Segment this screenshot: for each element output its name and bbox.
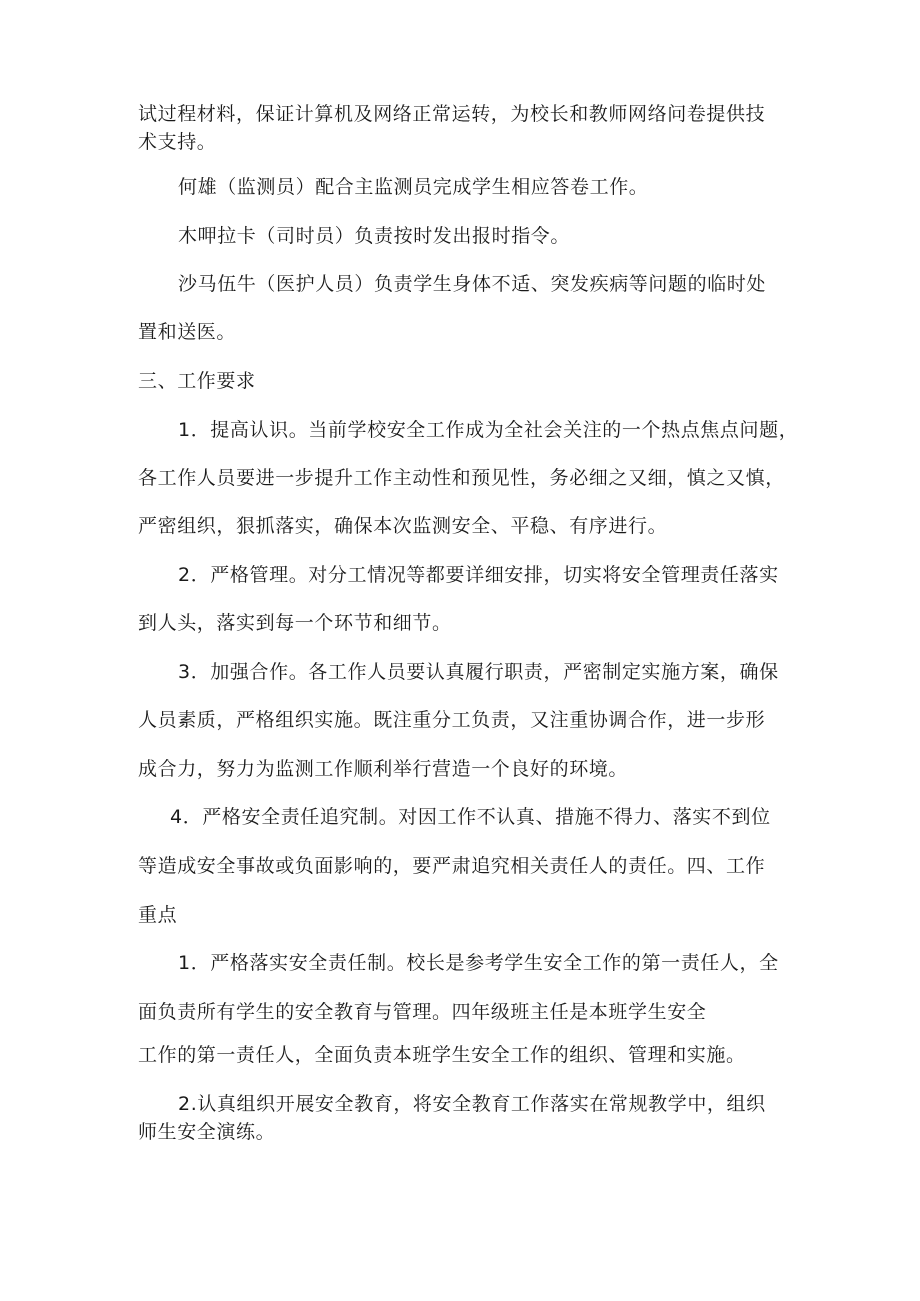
text-line: 3．加强合作。各工作人员要认真履行职责，严密制定实施方案，确保	[178, 661, 779, 683]
text-line: 面负责所有学生的安全教育与管理。四年级班主任是本班学生安全	[138, 1001, 707, 1023]
text-line: 1．严格落实安全责任制。校长是参考学生安全工作的第一责任人，全	[178, 952, 779, 974]
section-heading: 三、工作要求	[138, 370, 256, 392]
text-line: 等造成安全事故或负面影响的，要严肃追究相关责任人的责任。四、工作	[138, 855, 766, 877]
text-line: 工作的第一责任人，全面负责本班学生安全工作的组织、管理和实施。	[138, 1044, 746, 1066]
text-line: 4．严格安全责任追究制。对因工作不认真、措施不得力、落实不到位	[170, 806, 771, 828]
text-line: 各工作人员要进一步提升工作主动性和预见性，务必细之又细，慎之又慎，	[138, 467, 785, 489]
text-line: 严密组织，狠抓落实，确保本次监测安全、平稳、有序进行。	[138, 515, 668, 537]
text-line: 2.认真组织开展安全教育，将安全教育工作落实在常规教学中，组织	[178, 1093, 766, 1115]
text-line: 何雄（监测员）配合主监测员完成学生相应答卷工作。	[178, 176, 649, 198]
text-line: 1．提高认识。当前学校安全工作成为全社会关注的一个热点焦点问题，	[178, 419, 799, 441]
text-line: 术支持。	[138, 131, 217, 153]
text-line: 人员素质，严格组织实施。既注重分工负责，又注重协调合作，进一步形	[138, 709, 766, 731]
text-line: 师生安全演练。	[138, 1121, 276, 1143]
text-line: 试过程材料，保证计算机及网络正常运转，为校长和教师网络问卷提供技	[138, 103, 766, 125]
text-line: 到人头，落实到每一个环节和细节。	[138, 612, 452, 634]
text-line: 木呷拉卡（司时员）负责按时发出报时指令。	[178, 225, 571, 247]
text-line: 沙马伍牛（医护人员）负责学生身体不适、突发疾病等问题的临时处	[178, 273, 767, 295]
text-line: 重点	[138, 904, 178, 926]
text-line: 成合力，努力为监测工作顺利举行营造一个良好的环境。	[138, 758, 629, 780]
text-line: 置和送医。	[138, 321, 237, 343]
text-line: 2．严格管理。对分工情况等都要详细安排，切实将安全管理责任落实	[178, 564, 779, 586]
